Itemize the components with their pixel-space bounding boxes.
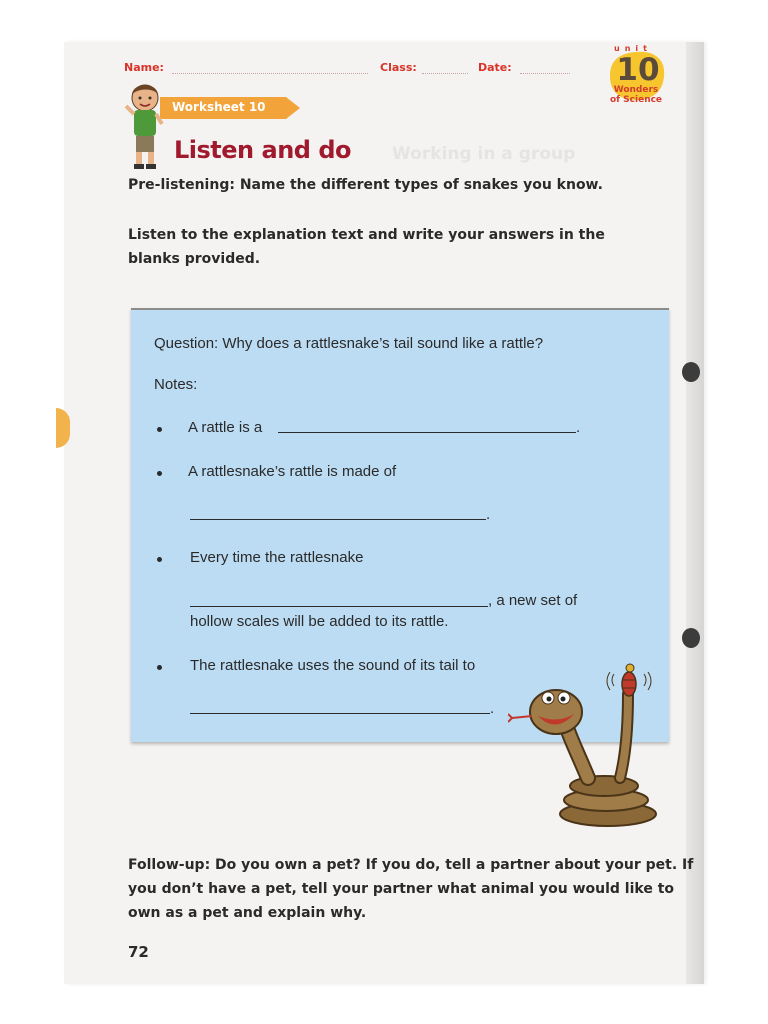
name-label: Name:	[124, 61, 164, 74]
note-item-3-line3: hollow scales will be added to its rattle.	[190, 613, 449, 630]
date-label: Date:	[478, 61, 512, 74]
page-edge	[686, 42, 704, 984]
rattlesnake-illustration	[508, 654, 668, 834]
question-text: Question: Why does a rattlesnake’s tail sound like a rattle?	[154, 335, 544, 352]
date-field[interactable]	[520, 73, 570, 74]
pre-listening	[128, 177, 603, 193]
name-field[interactable]	[172, 73, 368, 74]
note-item-1-text: A rattle is a	[188, 419, 263, 436]
note-item-4-text: The rattlesnake uses the sound of its tail to	[190, 657, 476, 674]
bullet	[157, 665, 162, 670]
blank-answer-2[interactable]	[190, 519, 486, 520]
blank-answer-1[interactable]	[278, 432, 576, 433]
binder-hole-icon	[682, 628, 700, 648]
worksheet-label: Worksheet 10	[172, 100, 266, 114]
follow-up	[128, 853, 698, 925]
boy-mascot-icon	[122, 80, 168, 170]
bullet	[157, 471, 162, 476]
unit-number: 10	[616, 52, 660, 88]
bullet	[157, 557, 162, 562]
page-number: 72	[128, 943, 149, 961]
page-title: Listen and do	[174, 136, 351, 164]
class-label: Class:	[380, 61, 417, 74]
instruction-text: Listen to the explanation text and write your answers in the blanks provided.	[128, 227, 605, 267]
blank-answer-4[interactable]	[190, 713, 490, 714]
pre-listening-label: Pre-listening:	[128, 177, 235, 193]
note-item-1-end: .	[576, 419, 581, 436]
unit-subtitle-line1: Wonders	[613, 85, 659, 95]
show-through-text: Working in a group	[392, 144, 576, 164]
binder-hole-icon	[682, 362, 700, 382]
blank-answer-3[interactable]	[190, 606, 488, 607]
note-item-3-text: Every time the rattlesnake	[190, 549, 364, 566]
follow-up-text: Do you own a pet? If you do, tell a partner about your pet. If you don’t have a pet, tell your partner what animal you would like to own as a pet and explain why.	[128, 857, 694, 921]
pre-listening-text: Name the different types of snakes you know.	[239, 177, 603, 193]
note-item-2-end: .	[486, 506, 491, 523]
note-item-3-after: , a new set of	[488, 592, 578, 609]
bullet	[157, 427, 162, 432]
note-item-4-end: .	[490, 700, 495, 717]
unit-subtitle	[604, 85, 668, 105]
notes-label: Notes:	[154, 376, 198, 393]
unit-subtitle-line2: of Science	[609, 95, 663, 105]
follow-up-label: Follow-up:	[128, 857, 211, 873]
class-field[interactable]	[422, 73, 468, 74]
note-item-2-text: A rattlesnake’s rattle is made of	[188, 463, 397, 480]
unit-word: unit	[614, 44, 652, 53]
